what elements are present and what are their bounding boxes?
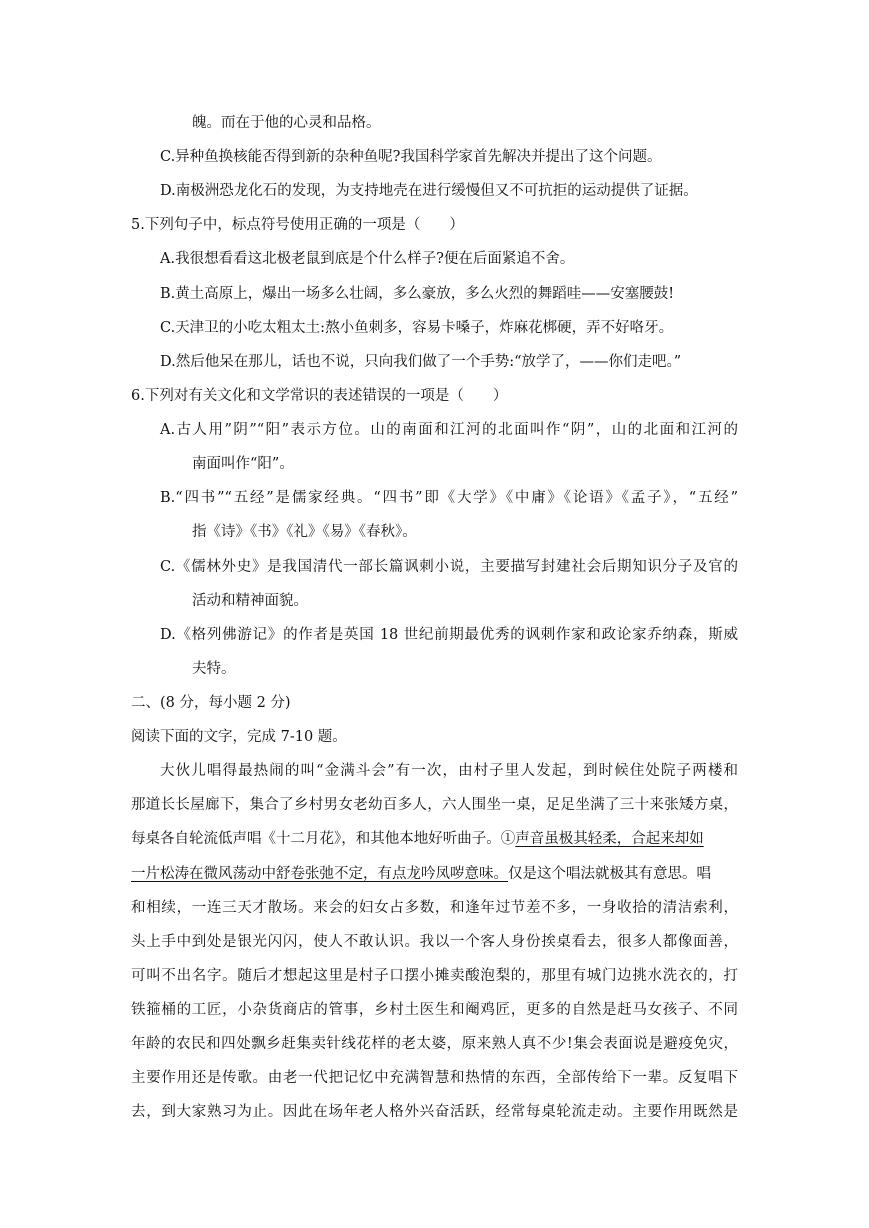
passage-line-10: 主要作用还是传歌。由老一代把记忆中充满智慧和热情的东西，全部传给下一辈。反复唱下: [131, 1070, 738, 1086]
underlined-sentence-1-part2: 一片松涛在微风荡动中舒卷张弛不定，有点龙吟凤哕意味。: [131, 866, 508, 882]
q6-option-a-line1: A.古人用”阴”“阳”表示方位。山的南面和江河的北面叫作“阴”，山的北面和江河的: [160, 422, 738, 438]
passage-line-6: 头上手中到处是银光闪闪，使人不敢认识。我以一个客人身份挨桌看去，很多人都像面善，: [131, 934, 738, 950]
q5-option-c: C.天津卫的小吃太粗太土:熬小鱼刺多，容易卡嗓子，炸麻花梆硬，弄不好咯牙。: [160, 320, 674, 336]
section-heading: 二、(8 分，每小题 2 分): [131, 695, 291, 711]
q6-stem: 6.下列对有关文化和文学常识的表述错误的一项是（ ）: [131, 388, 508, 404]
passage-line-2: 那道长长屋廊下，集合了乡村男女老幼百多人，六人围坐一桌，足足坐满了三十来张矮方桌，: [131, 797, 738, 813]
q6-option-b-line1: B.“四书”“五经”是儒家经典。“四书”即《大学》《中庸》《论语》《孟子》，“五经”: [160, 490, 738, 506]
passage-line-4: [131, 864, 711, 884]
q6-option-b-line2: 指《诗》《书》《礼》《易》《春秋》。: [192, 524, 417, 540]
q6-option-a-line2: 南面叫作“阳”。: [192, 456, 294, 472]
passage-line-5: 和相续，一连三天才散场。来会的妇女占多数，和逢年过节差不多，一身收拾的清洁索利，: [131, 900, 738, 916]
q6-option-d-line2: 夫特。: [192, 661, 236, 677]
q5-option-d: D.然后他呆在那儿，话也不说，只向我们做了一个手势:“放学了，——你们走吧。”: [160, 354, 682, 370]
q5-stem: 5.下列句子中，标点符号使用正确的一项是（ ）: [131, 217, 464, 233]
q4-option-c: C.异种鱼换核能否得到新的杂种鱼呢?我国科学家首先解决并提出了这个问题。: [160, 149, 662, 165]
q6-option-c-line1: C.《儒林外史》是我国清代一部长篇讽刺小说，主要描写封建社会后期知识分子及官的: [160, 559, 738, 575]
q6-option-c-line2: 活动和精神面貌。: [192, 593, 308, 609]
underlined-sentence-1-part1: 声音虽极其轻柔，合起来却如: [515, 831, 704, 847]
q5-option-b: B.黄土高原上，爆出一场多么壮阔，多么豪放，多么火烈的舞蹈哇——安塞腰鼓!: [160, 286, 675, 302]
passage-line-3: [131, 829, 704, 849]
passage-line-1: 大伙儿唱得最热闹的叫“金满斗会”有一次，由村子里人发起，到时候住处院子两楼和: [160, 763, 738, 779]
q4-option-d: D.南极洲恐龙化石的发现，为支持地壳在进行缓慢但又不可抗拒的运动提供了证据。: [160, 183, 698, 199]
passage-line-11: 去，到大家熟习为止。因此在场年老人格外兴奋活跃，经常每桌轮流走动。主要作用既然是: [131, 1104, 738, 1120]
passage-line-3-text: 每桌各自轮流低声唱《十二月花》，和其他本地好听曲子。①: [131, 831, 516, 847]
passage-line-9: 年龄的农民和四处飘乡赶集卖针线花样的老太婆，原来熟人真不少!集会表面说是避疫免灾，: [131, 1036, 738, 1052]
q4-option-b-line2: 魄。而在于他的心灵和品格。: [192, 115, 381, 131]
section-instruction: 阅读下面的文字，完成 7-10 题。: [131, 729, 347, 745]
passage-line-4-text: 仅是这个唱法就极其有意思。唱: [508, 866, 711, 882]
passage-line-7: 可叫不出名字。随后才想起这里是村子口摆小摊卖酸泡梨的，那里有城门边挑水洗衣的，打: [131, 968, 738, 984]
passage-line-8: 铁箍桶的工匠，小杂货商店的管事，乡村土医生和阉鸡匠，更多的自然是赶马女孩子、不同: [131, 1002, 738, 1018]
q5-option-a: A.我很想看看这北极老鼠到底是个什么样子?便在后面紧追不舍。: [160, 251, 575, 267]
q6-option-d-line1: D.《格列佛游记》的作者是英国 18 世纪前期最优秀的讽刺作家和政论家乔纳森，斯威: [160, 627, 738, 643]
